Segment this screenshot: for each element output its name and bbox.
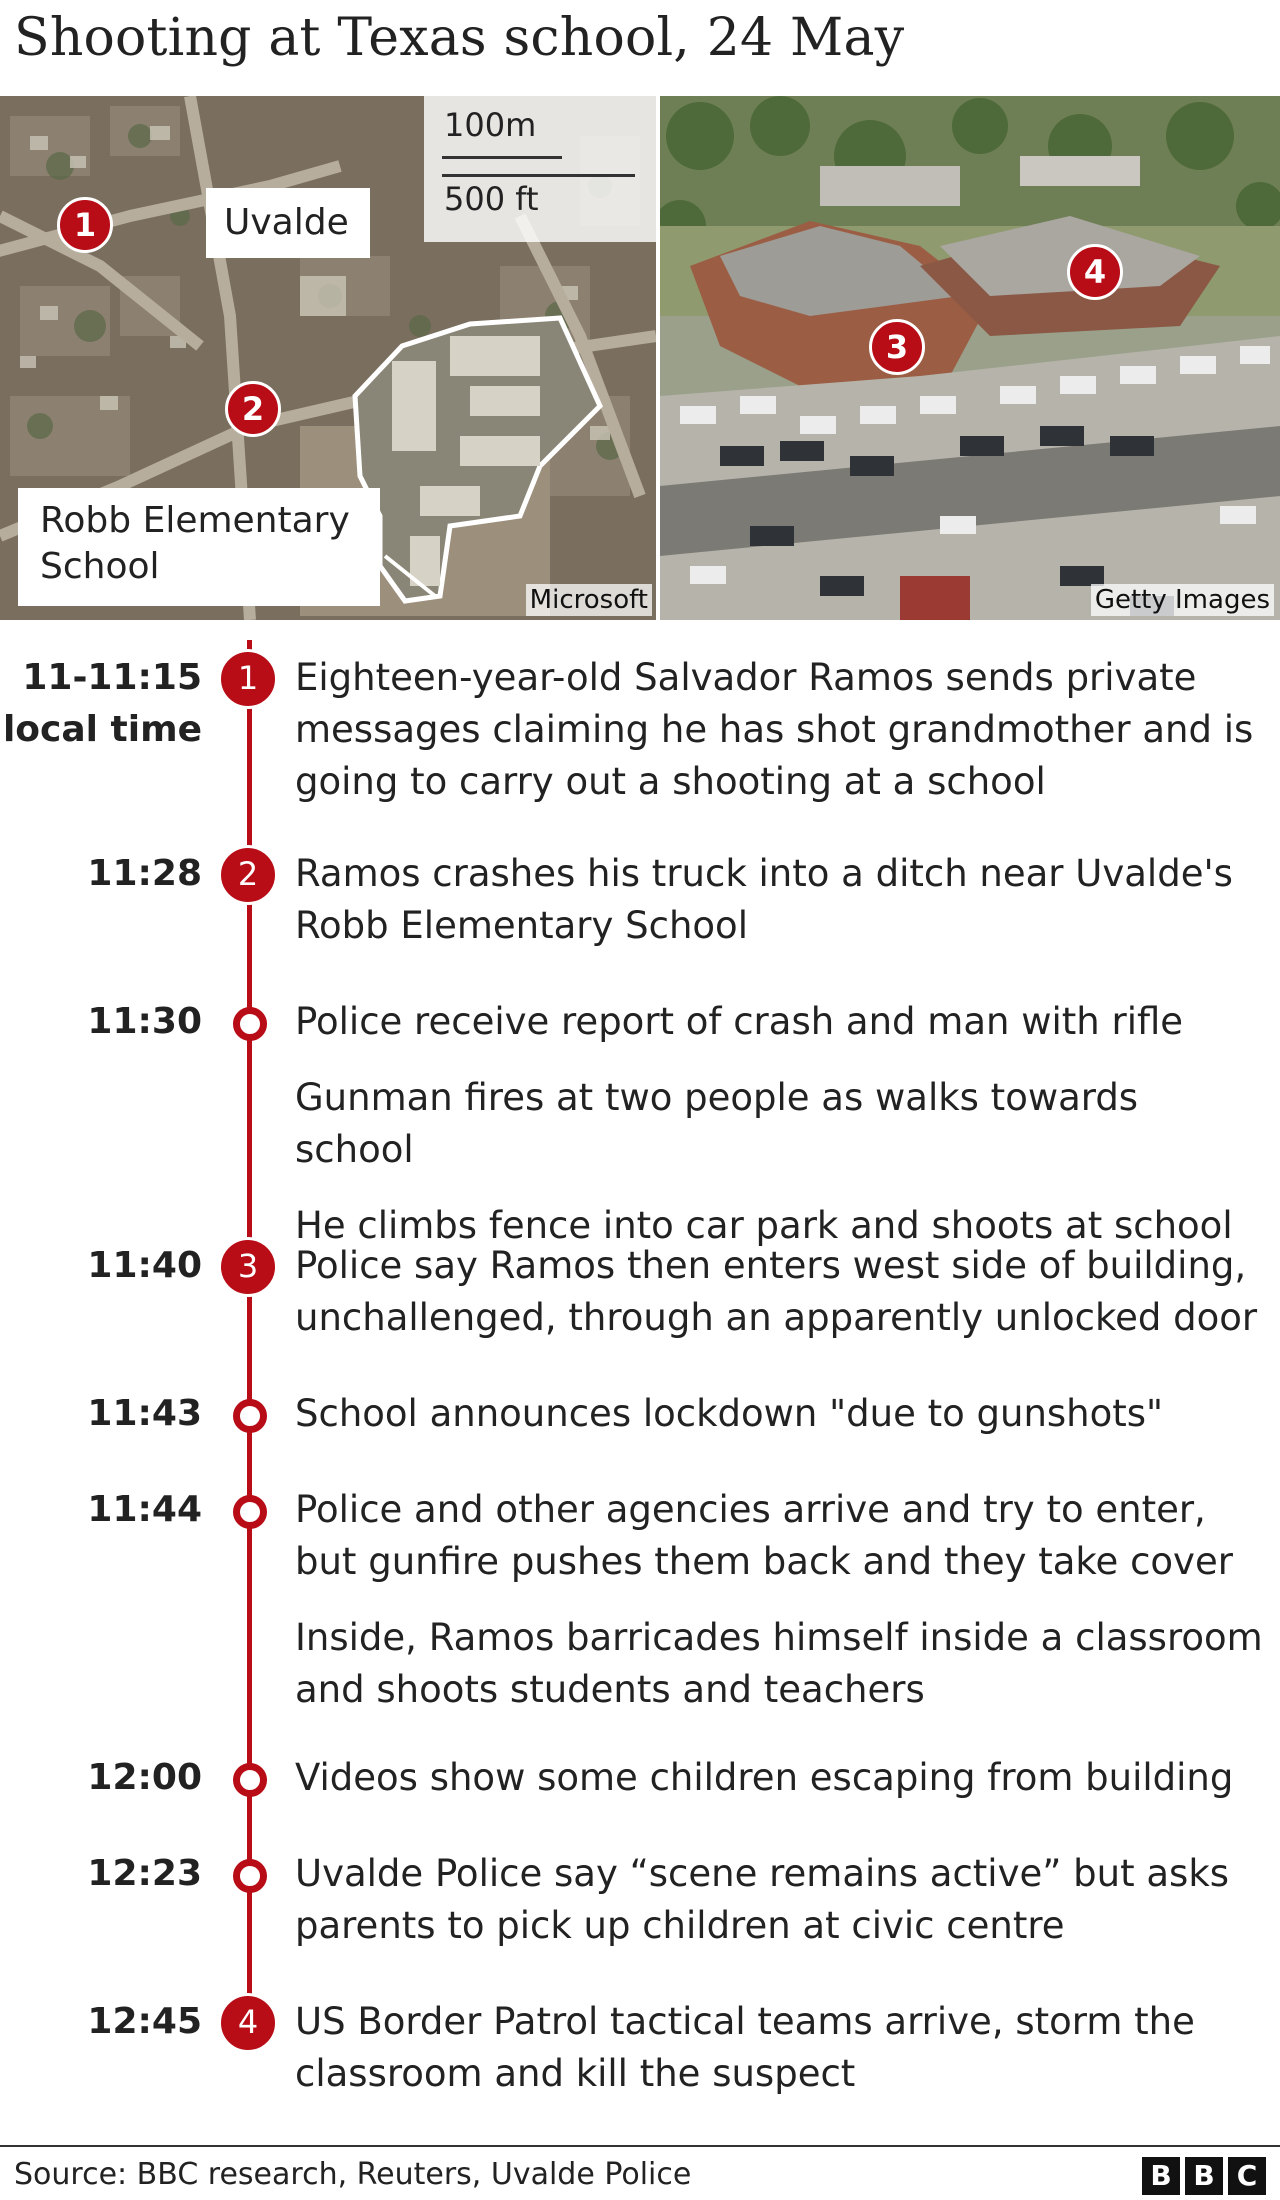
event-text: He climbs fence into car park and shoots at school (295, 1204, 1233, 1247)
logo-letter: B (1185, 2157, 1223, 2195)
map-credit: Microsoft (526, 584, 652, 616)
event-text: Ramos crashes his truck into a ditch near Uvalde's Robb Elementary School (295, 852, 1233, 947)
event-time (3, 652, 202, 756)
school-label: Robb Elementary School (18, 488, 380, 606)
photo-credit: Getty Images (1091, 584, 1274, 616)
map-scale (424, 96, 656, 242)
event-description (295, 996, 1265, 1252)
map-marker-2: 2 (225, 381, 281, 437)
scale-metric-label: 100m (444, 106, 537, 144)
scale-bar-metric (442, 156, 562, 159)
source-note: Source: BBC research, Reuters, Uvalde Police (14, 2157, 692, 2192)
event-time: 11:43 (87, 1393, 202, 1434)
event-description (295, 1388, 1265, 1440)
logo-letter: C (1228, 2157, 1266, 2195)
event-text: Inside, Ramos barricades himself inside a classroom and shoots students and teachers (295, 1616, 1263, 1711)
scale-imperial-label: 500 ft (444, 180, 539, 218)
event-time: 11:44 (87, 1489, 202, 1530)
photo-marker-3: 3 (869, 319, 925, 375)
event-time-value: 11-11:15 (22, 657, 202, 698)
bbc-logo (1142, 2157, 1266, 2195)
event-time: 12:23 (87, 1853, 202, 1894)
event-text: US Border Patrol tactical teams arrive, storm the classroom and kill the suspect (295, 2000, 1195, 2095)
event-text: Police receive report of crash and man with rifle (295, 1000, 1184, 1043)
map-marker-1: 1 (57, 197, 113, 253)
event-marker: 3 (218, 1237, 278, 1297)
logo-letter: B (1142, 2157, 1180, 2195)
event-dot (233, 1399, 267, 1433)
event-time: 12:45 (87, 2001, 202, 2042)
event-time: 11:28 (87, 853, 202, 894)
event-text: Gunman fires at two people as walks towards school (295, 1076, 1139, 1171)
event-dot (233, 1859, 267, 1893)
event-text: Police and other agencies arrive and try to enter, but gunfire pushes them back and they take cover (295, 1488, 1233, 1583)
event-description (295, 652, 1265, 808)
event-dot (233, 1495, 267, 1529)
event-text: Uvalde Police say “scene remains active” but asks parents to pick up children at civic centre (295, 1852, 1230, 1947)
page-title: Shooting at Texas school, 24 May (14, 8, 905, 68)
town-label: Uvalde (206, 188, 370, 258)
event-description (295, 1752, 1265, 1804)
event-description (295, 1848, 1265, 1952)
event-time: 11:40 (87, 1245, 202, 1286)
event-marker: 2 (218, 845, 278, 905)
event-description (295, 1240, 1265, 1344)
photo-marker-4: 4 (1067, 244, 1123, 300)
event-time-note: local time (2, 709, 202, 750)
event-dot (233, 1763, 267, 1797)
scale-bar-imperial (442, 174, 635, 177)
photo-imagery (660, 96, 1280, 620)
aerial-photo (660, 96, 1280, 620)
event-text: School announces lockdown "due to gunshots" (295, 1392, 1164, 1435)
event-dot (233, 1007, 267, 1041)
event-time: 12:00 (87, 1757, 202, 1798)
event-marker: 4 (218, 1993, 278, 2053)
event-marker: 1 (218, 649, 278, 709)
event-description (295, 848, 1265, 952)
event-description (295, 1484, 1265, 1716)
event-time: 11:30 (87, 1001, 202, 1042)
satellite-map (0, 96, 656, 620)
footer-divider (0, 2145, 1280, 2147)
event-text: Police say Ramos then enters west side of building, unchallenged, through an apparently unlocked door (295, 1244, 1258, 1339)
event-text: Eighteen-year-old Salvador Ramos sends private messages claiming he has shot grandmother and is going to carry out a shooting at a school (295, 656, 1254, 803)
event-text: Videos show some children escaping from building (295, 1756, 1234, 1799)
event-description (295, 1996, 1265, 2100)
